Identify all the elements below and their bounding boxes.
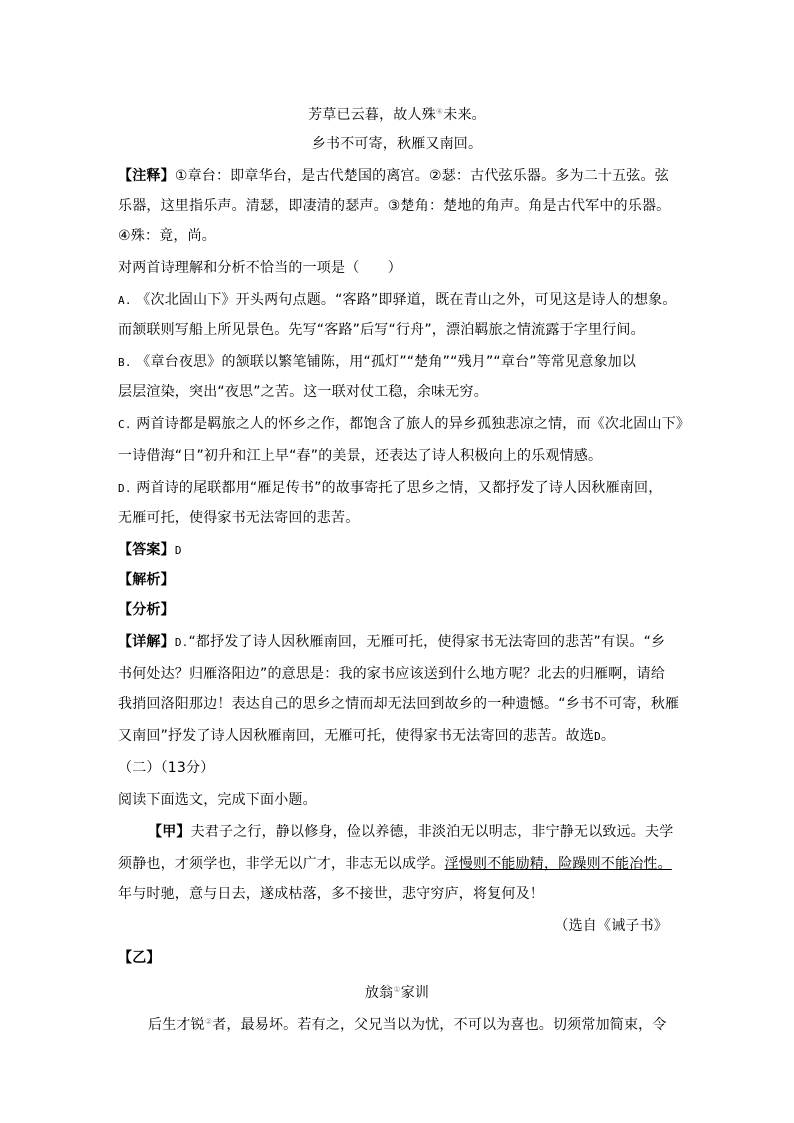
jia-text: 须静也，才须学也，非学无以广才，非志无以成学。 (118, 856, 445, 872)
yi-line-1 (148, 1012, 708, 1035)
poem-line-1 (0, 102, 794, 125)
jia-label: 【甲】 (148, 824, 191, 840)
footnote-marker: ② (204, 1017, 213, 1026)
poem-text: 芳草已云暮，故人殊 (308, 107, 436, 123)
answer-line (118, 540, 678, 561)
detail-line-4 (118, 726, 678, 747)
yi-text: 者，最易坏。若有之，父兄当以为忧，不可以为喜也。切须常加简束，令 (212, 1017, 667, 1033)
jia-source: （选自《诫子书》 (554, 918, 668, 934)
question-stem: 对两首诗理解和分析不恰当的一项是（ ） (118, 260, 402, 276)
detail-text: 。 (600, 728, 616, 744)
section-instruction: 阅读下面选文，完成下面小题。 (118, 792, 317, 808)
detail-line-2: 书何处达？归雁洛阳边”的意思是：我的家书应该送到什么地方呢？北去的归雁啊，请给 (118, 666, 666, 682)
answer-label: 【答案】 (118, 542, 175, 558)
footnote-marker: ① (393, 985, 401, 994)
jia-line-1 (148, 822, 708, 842)
underlined-sentence: 淫慢则不能励精，险躁则不能冶性。 (444, 856, 672, 872)
option-text: 《次北固山下》开头两句点题。“客路”即驿道，既在青山之外，可见这是诗人的想象。 (131, 292, 677, 308)
fenxi-label: 【分析】 (118, 602, 175, 618)
option-text: 两首诗的尾联都用“雁足传书”的故事寄托了思乡之情，又都抒发了诗人因秋雁南回， (131, 480, 663, 496)
option-d-line-2: 无雁可托，使得家书无法寄回的悲苦。 (118, 510, 360, 526)
option-a-line-1 (118, 290, 678, 311)
option-c-line-2: 一诗借海“日”初升和江上早“春”的美景，还表达了诗人积极向上的乐观情感。 (118, 448, 603, 464)
option-text: 《章台夜思》的颔联以繁笔铺陈，用“孤灯”“楚角”“残月”“章台”等常见意象加以 (131, 354, 637, 370)
answer-value: D (174, 544, 182, 557)
notes-label: 【注释】 (118, 168, 175, 184)
detail-answer: D (594, 730, 601, 743)
notes-line-3: ④殊：竟，尚。 (118, 228, 216, 244)
option-b-line-2: 层层渲染，突出“夜思”之苦。这一联对仗工稳，余味无穷。 (118, 384, 488, 400)
notes-line-1 (118, 166, 678, 186)
yi-label: 【乙】 (118, 950, 161, 966)
option-key: D. (118, 482, 132, 495)
detail-text: 又南回”抒发了诗人因秋雁南回，无雁可托，使得家书无法寄回的悲苦。故选 (118, 728, 595, 744)
notes-text: ①章台：即章华台，是古代楚国的离宫。②瑟：古代弦乐器。多为二十五弦。弦 (174, 168, 669, 184)
option-key: B. (118, 356, 132, 369)
jia-line-3: 年与时驰，意与日去，遂成枯落，多不接世，悲守穷庐，将复何及！ (118, 886, 544, 902)
detail-prefix: D. (174, 636, 189, 649)
yi-title-text: 家训 (400, 985, 430, 1001)
option-key: C. (118, 418, 132, 431)
jia-text: 夫君子之行，静以修身，俭以养德，非淡泊无以明志，非宁静无以致远。夫学 (190, 824, 674, 840)
yi-text: 后生才锐 (148, 1017, 205, 1033)
yi-title (0, 980, 794, 1003)
detail-line-1 (118, 632, 678, 653)
section-heading: （二）（13分） (118, 760, 215, 776)
jia-line-2 (118, 854, 678, 874)
option-key: A. (118, 294, 132, 307)
detail-text: “都抒发了诗人因秋雁南回，无雁可托，使得家书无法寄回的悲苦”有误。“乡 (188, 634, 666, 650)
detail-label: 【详解】 (118, 634, 175, 650)
analysis-label: 【解析】 (118, 572, 175, 588)
notes-line-2: 乐器，这里指乐声。清瑟，即凄清的瑟声。③楚角：楚地的角声。角是古代军中的乐器。 (118, 198, 671, 214)
option-a-line-2: 而颔联则写船上所见景色。先写“客路”后写“行舟”，漂泊羁旅之情流露于字里行间。 (118, 322, 645, 338)
footnote-marker: ④ (435, 107, 444, 116)
option-b-line-1 (118, 352, 678, 373)
poem-text: 未来。 (443, 107, 486, 123)
poem-line-2: 乡书不可寄，秋雁又南回。 (311, 136, 483, 152)
option-c-line-1 (118, 414, 691, 435)
detail-line-3: 我捎回洛阳那边！表达自己的思乡之情而却无法回到故乡的一种遗憾。“乡书不可寄，秋雁 (118, 696, 680, 712)
yi-title-text: 放翁 (364, 985, 394, 1001)
option-d-line-1 (118, 478, 678, 499)
option-text: 两首诗都是羁旅之人的怀乡之作，都饱含了旅人的异乡孤独悲凉之情，而《次北固山下》 (131, 416, 691, 432)
